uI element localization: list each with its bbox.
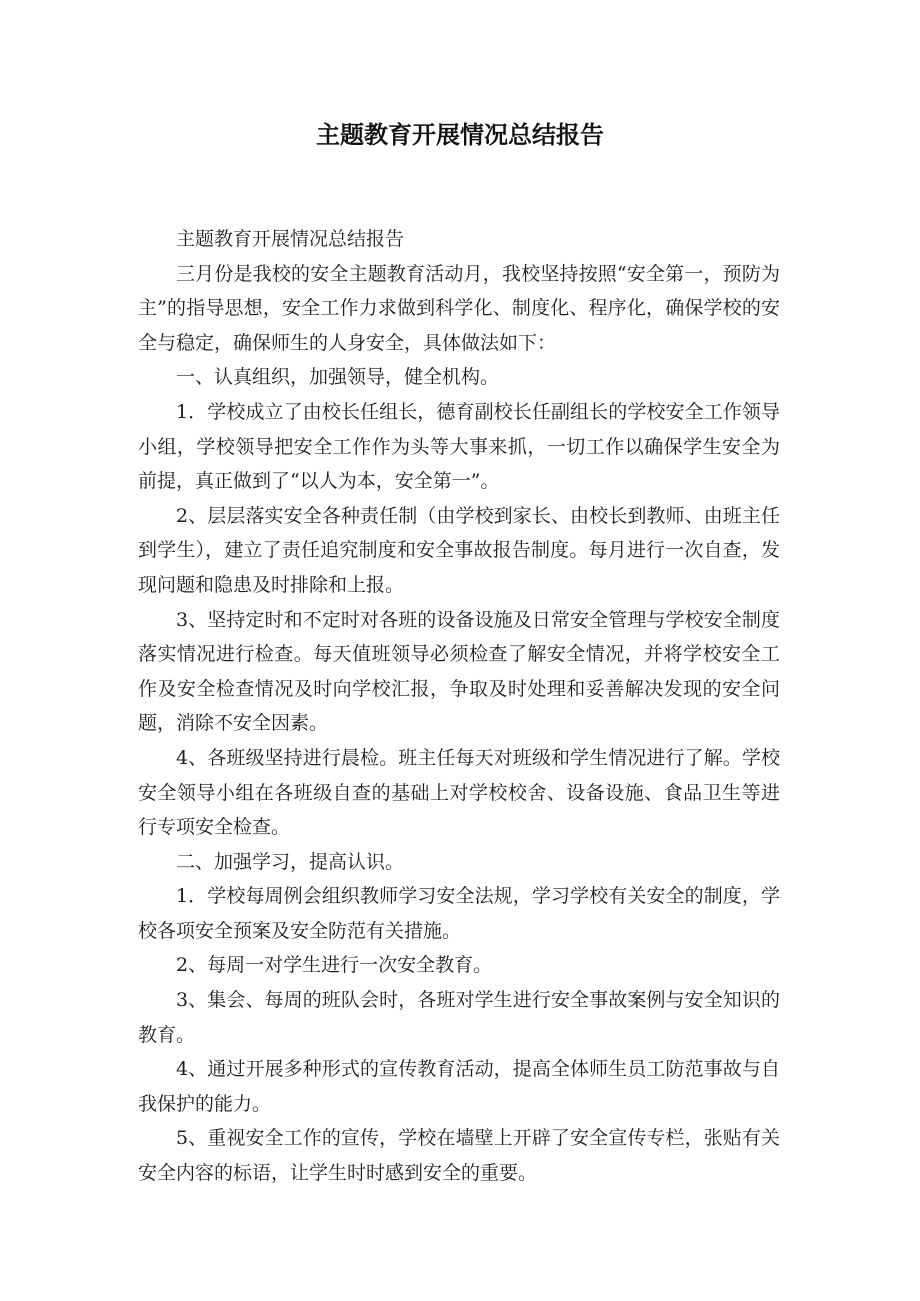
paragraph-2-3: 3、集会、每周的班队会时，各班对学生进行安全事故案例与安全知识的教育。 — [138, 989, 780, 1046]
document-body — [138, 222, 780, 1191]
paragraph-1-1: 1．学校成立了由校长任组长，德育副校长任副组长的学校安全工作领导小组，学校领导把安全工作作为头等大事来抓，一切工作以确保学生安全为前提，真正做到了“以人为本，安全第一”。 — [138, 400, 780, 493]
section-heading-1: 一、认真组织，加强领导，健全机构。 — [176, 366, 500, 389]
paragraph-1-3: 3、坚持定时和不定时对各班的设备设施及日常安全管理与学校安全制度落实情况进行检查。每天值班领导必须检查了解安全情况，并将学校安全工作及安全检查情况及时向学校汇报，争取及时处理和妥善解决发现的安全问题，消除不安全因素。 — [138, 608, 780, 735]
paragraph-1-4: 4、各班级坚持进行晨检。班主任每天对班级和学生情况进行了解。学校安全领导小组在各班级自查的基础上对学校校舍、设备设施、食品卫生等进行专项安全检查。 — [138, 746, 780, 839]
paragraph-2-5: 5、重视安全工作的宣传，学校在墙壁上开辟了安全宣传专栏，张贴有关安全内容的标语，让学生时时感到安全的重要。 — [138, 1127, 780, 1185]
paragraph-1-2: 2、层层落实安全各种责任制（由学校到家长、由校长到教师、由班主任到学生），建立了责任追究制度和安全事故报告制度。每月进行一次自查，发现问题和隐患及时排除和上报。 — [138, 504, 780, 596]
section-heading-2: 二、加强学习，提高认识。 — [176, 850, 405, 873]
document-title: 主题教育开展情况总结报告 — [316, 121, 604, 149]
paragraph-intro: 三月份是我校的安全主题教育活动月，我校坚持按照“安全第一，预防为主”的指导思想，安全工作力求做到科学化、制度化、程序化，确保学校的安全与稳定，确保师生的人身安全，具体做法如下： — [138, 262, 780, 354]
paragraph-subtitle: 主题教育开展情况总结报告 — [176, 228, 405, 250]
paragraph-2-1: 1．学校每周例会组织教师学习安全法规，学习学校有关安全的制度，学校各项安全预案及安全防范有关措施。 — [138, 885, 780, 942]
paragraph-2-4: 4、通过开展多种形式的宣传教育活动，提高全体师生员工防范事故与自我保护的能力。 — [138, 1058, 780, 1115]
paragraph-2-2: 2、每周一对学生进行一次安全教育。 — [176, 954, 493, 977]
